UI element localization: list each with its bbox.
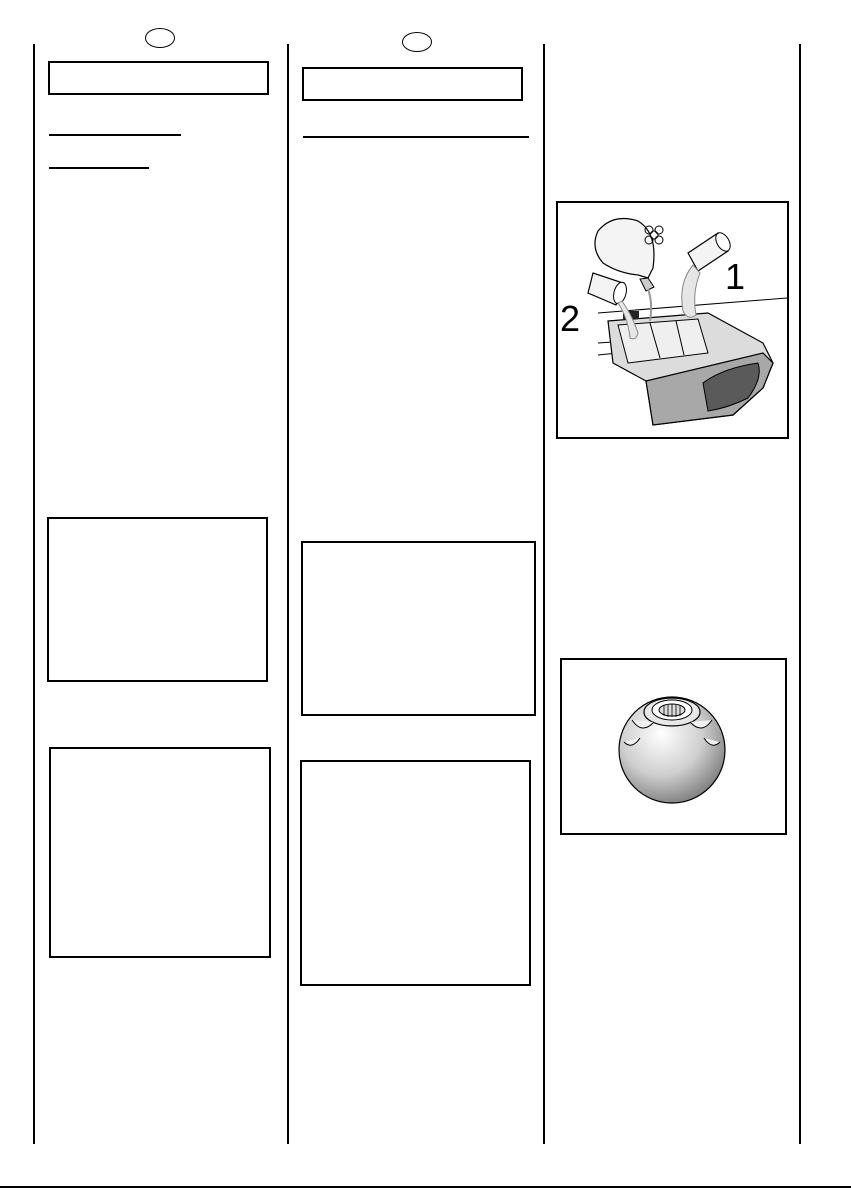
- section-title-box-left: [48, 61, 269, 95]
- note-panel-middle-1: [301, 541, 536, 716]
- compartment-label-2: 2: [560, 298, 581, 339]
- note-panel-middle-2: [300, 760, 531, 986]
- column-divider-middle-right: [543, 44, 545, 1144]
- column-divider-right: [799, 44, 801, 1144]
- note-panel-left-2: [49, 747, 271, 958]
- column-divider-left: [33, 44, 35, 1144]
- figure-detergent-dispenser: [556, 201, 789, 439]
- note-panel-left-1: [47, 517, 268, 682]
- figure-dosing-ball: [560, 658, 787, 835]
- language-marker-middle: [402, 32, 432, 52]
- heading-underline-2: [49, 167, 149, 169]
- column-divider-middle-left: [287, 44, 289, 1144]
- page-bottom-rule: [0, 1186, 851, 1188]
- dosing-ball-icon: [562, 660, 785, 833]
- dispenser-illustration: [558, 203, 787, 437]
- language-marker-left: [145, 28, 175, 48]
- compartment-label-1: 1: [725, 256, 746, 297]
- heading-underline-3: [303, 136, 529, 138]
- heading-underline-1: [49, 134, 181, 136]
- section-title-box-middle: [302, 67, 523, 101]
